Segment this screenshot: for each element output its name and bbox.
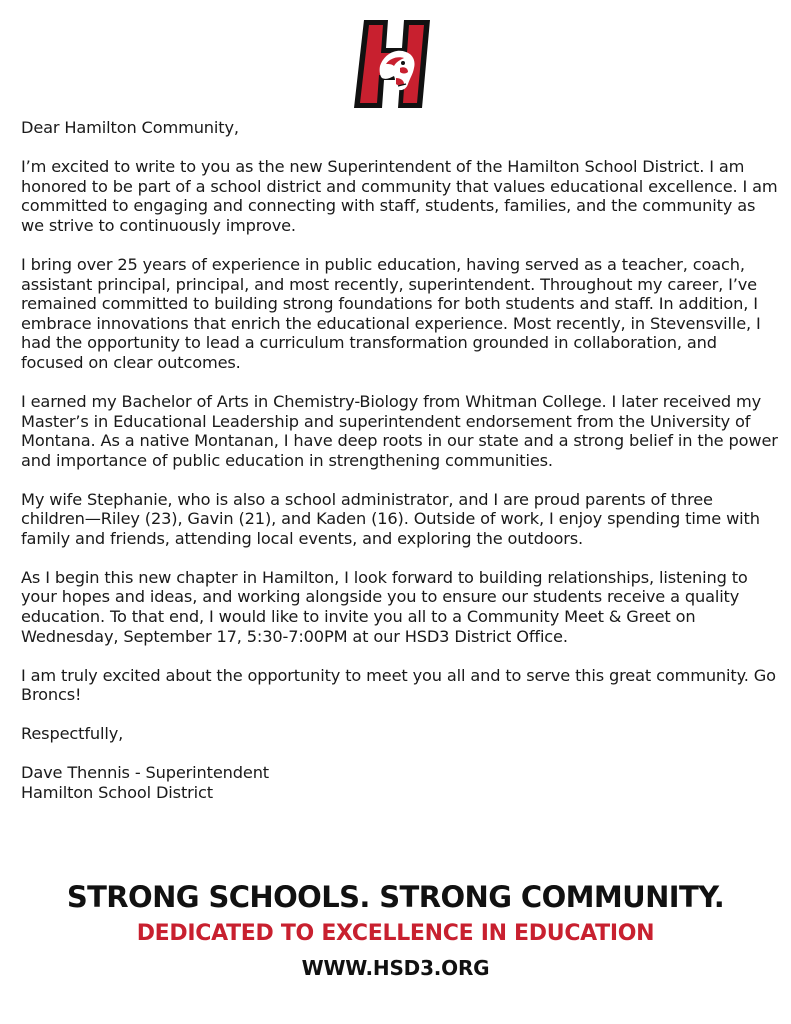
letter-signature: [21, 763, 781, 802]
signature-name: Dave Thennis - Superintendent: [21, 763, 269, 783]
bronco-eye-icon: [401, 61, 405, 65]
letter-paragraph: I earned my Bachelor of Arts in Chemistry-Biology from Whitman College. I later received my Master’s in Educational Leadership and superintendent endorsement from the University of Montana. As a native Montanan, I have deep roots in our state and a strong belief in the power and importance of public education in strengthening communities.: [21, 391, 778, 470]
hamilton-h-bronco-logo: [350, 18, 434, 110]
letter-salutation: Dear Hamilton Community,: [21, 118, 239, 137]
footer-tagline: STRONG SCHOOLS. STRONG COMMUNITY.: [66, 880, 725, 914]
footer-website[interactable]: WWW.HSD3.ORG: [301, 956, 490, 980]
letter-paragraph: I’m excited to write to you as the new Superintendent of the Hamilton School District. I am honored to be part of a school district and community that values educational excellence. I am committed to engaging and connecting with staff, students, families, and the community as we strive to continuously improve.: [21, 157, 778, 235]
letter-paragraph: My wife Stephanie, who is also a school administrator, and I are proud parents of three children—Riley (23), Gavin (21), and Kaden (16). Outside of work, I enjoy spending time with family and friends, attending local events, and exploring the outdoors.: [21, 489, 760, 548]
letter-paragraph: As I begin this new chapter in Hamilton, I look forward to building relationships, listening to your hopes and ideas, and working alongside you to ensure our students receive a quality education. To that end, I would like to invite you all to a Community Meet & Greet on Wednesday, September 17, 5:30-7:00PM at our HSD3 District Office.: [21, 567, 748, 646]
letter-paragraph: I bring over 25 years of experience in public education, having served as a teacher, coach, assistant principal, principal, and most recently, superintendent. Throughout my career, I’ve remained committed to building strong foundations for both students and staff. In addition, I embrace innovations that enrich the educational experience. Most recently, in Stevensville, I had the opportunity to lead a curriculum transformation grounded in collaboration, and focused on clear outcomes.: [21, 254, 761, 372]
signature-org: Hamilton School District: [21, 782, 213, 802]
letter-closing: Respectfully,: [21, 724, 124, 744]
letter-paragraph: I am truly excited about the opportunity to meet you all and to serve this great community. Go Broncs!: [21, 665, 776, 705]
footer-motto: DEDICATED TO EXCELLENCE IN EDUCATION: [136, 921, 655, 946]
letter-body: [21, 118, 781, 802]
